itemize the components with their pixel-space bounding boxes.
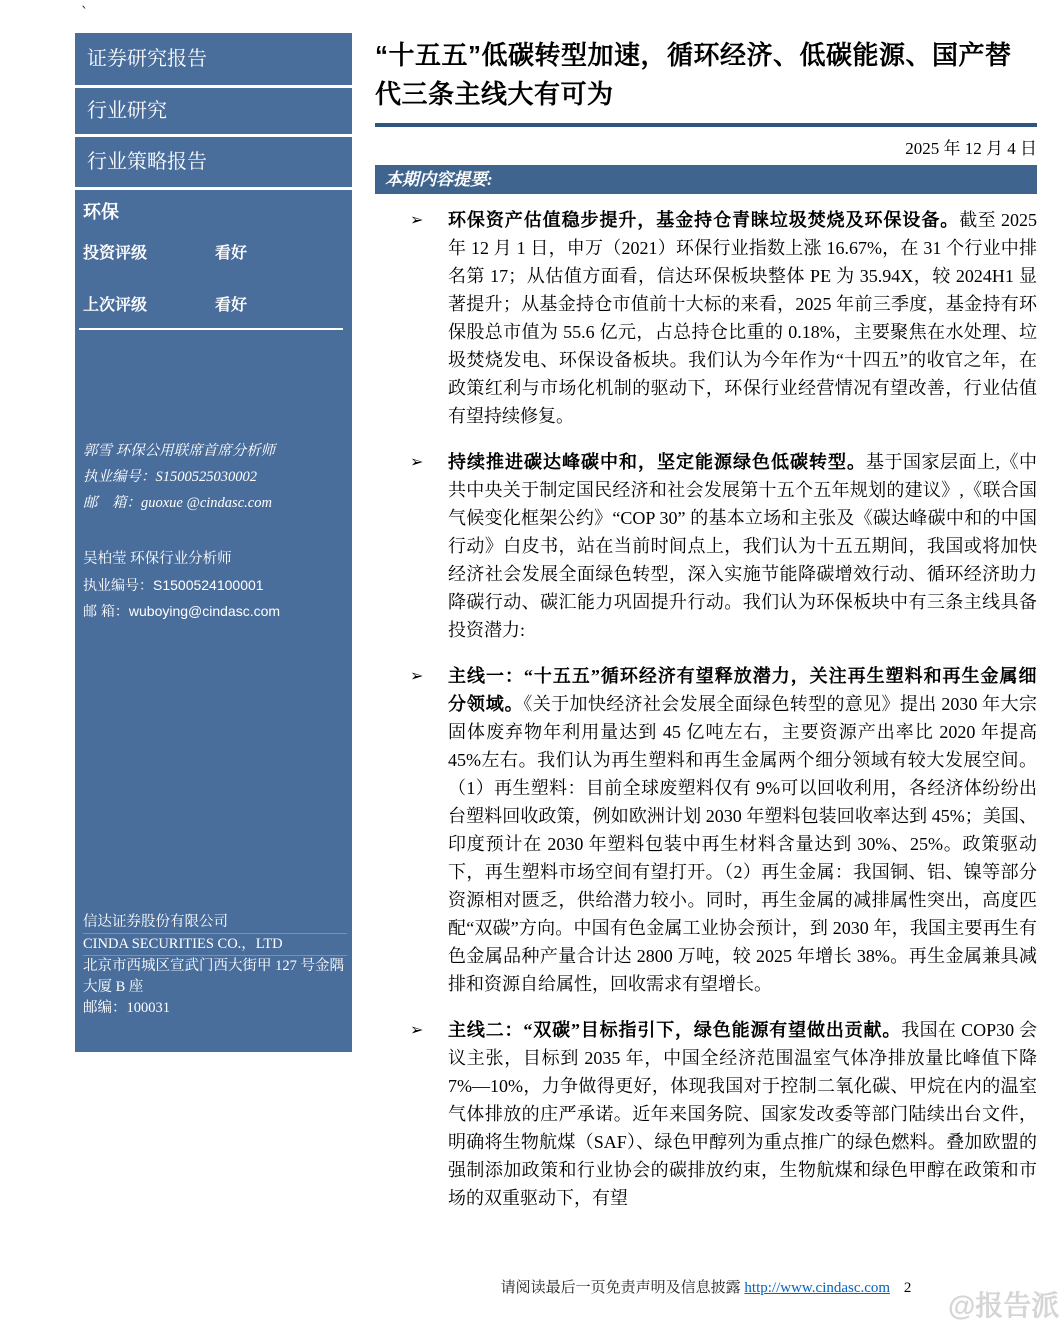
arrow-bullet-icon: ➢ [410,666,424,685]
bullet-lead-bold: 环保资产估值稳步提升，基金持仓青睐垃圾焚烧及环保设备。 [448,210,960,230]
analyst-name-title: 郭雪 环保公用联席首席分析师 [83,443,276,459]
bullet-text [448,1016,1037,1212]
rating-row-current [83,240,343,263]
bullet-body: 《关于加快经济社会发展全面绿色转型的意见》提出 2030 年大宗固体废弃物年利用量达到 45 亿吨左右，主要资源产出率比 2020 年提高 45%左右。我们认为再生塑料和再生金属两个细分领域有较大发展空间。（1）再生塑料：目前全球废塑料仅有 9%可以回收利用，各经济体纷纷出台塑料回收政策，例如欧洲计划 2030 年塑料包装回收率达到 45%；美国、印度预计在 2030 年塑料包装中再生材料含量达到 30%、25%。政策驱动下，再生塑料市场空间有望打开。（2）再生金属：我国铜、铝、镍等部分资源相对匮乏，供给潜力较小。同时，再生金属的减排属性突出，高度匹配“双碳”方向。中国有色金属工业协会预计，到 2030 年，我国主要再生有色金属品种产量合计达 2800 万吨，较 2025 年增长 38%。再生金属兼具减排和资源自给属性，回收需求有望增长。 [448,694,1037,994]
bullet-item-valuation [410,206,1037,430]
analyst-email: 邮 箱：wuboying@cindasc.com [83,603,281,619]
company-block [83,912,347,1019]
bullet-lead-bold: 持续推进碳达峰碳中和，坚定能源绿色低碳转型。 [448,452,866,472]
analyst-email: 邮 箱：guoxue @cindasc.com [83,495,272,511]
rating-label: 投资评级 [83,245,148,262]
sidebar-box-strategy-report: 行业策略报告 [75,137,352,187]
analyst-license: 执业编号：S1500525030002 [83,469,257,485]
sidebar [75,33,352,1052]
rating-label: 上次评级 [83,297,148,314]
company-name-cn: 信达证券股份有限公司 [83,914,228,930]
footer-link[interactable]: http://www.cindasc.com [744,1280,891,1296]
title-divider-rule [375,123,1037,127]
bullet-lead-bold: 主线一：“十五五”循环经济有望释放潜力，关注再生塑料和再生金属细分领域。 [448,666,1037,714]
summary-bullet-list [375,206,1037,1212]
company-name-en: CINDA SECURITIES CO.，LTD [83,933,347,955]
bullet-text [448,662,1037,998]
analyst-name-title: 吴柏莹 环保行业分析师 [83,551,232,567]
sidebar-info-panel [75,190,352,1052]
bullet-item-mainline-1 [410,662,1037,998]
bullet-body: 我国在 COP30 会议主张，目标到 2035 年，中国全经济范围温室气体净排放量比峰值下降 7%—10%，力争做得更好，体现我国对于控制二氧化碳、甲烷在内的温室气体排放的庄严承诺。近年来国务院、国家发改委等部门陆续出台文件，明确将生物航煤（SAF）、绿色甲醇列为重点推广的绿色燃料。叠加欧盟的强制添加政策和行业协会的碳排放约束，生物航煤和绿色甲醇在政策和市场的双重驱动下，有望 [448,1020,1037,1208]
company-address: 北京市西城区宣武门西大街甲 127 号金隅大厦 B 座 [83,955,347,998]
bullet-item-mainline-2 [410,1016,1037,1212]
analyst-block [83,546,345,624]
arrow-bullet-icon: ➢ [410,1020,424,1039]
report-title: “十五五”低碳转型加速，循环经济、低碳能源、国产替代三条主线大有可为 [375,40,1012,109]
industry-label: 环保 [83,202,119,222]
bullet-text [448,206,1037,430]
analyst-block [83,438,345,516]
rating-value: 看好 [215,297,248,314]
analyst-license: 执业编号：S1500524100001 [83,577,264,593]
summary-header-bar: 本期内容提要: [375,165,1037,194]
footer [375,1276,1037,1297]
bullet-item-carbon-transition [410,448,1037,644]
report-date: 2025 年 12 月 4 日 [905,139,1037,158]
watermark: @报告派 [948,1290,1060,1320]
sidebar-box-report-type: 证券研究报告 [75,33,352,85]
bullet-body: 基于国家层面上,《中共中央关于制定国民经济和社会发展第十五个五年规划的建议》,《联合国气候变化框架公约》“COP 30” 的基本立场和主张及《碳达峰碳中和的中国行动》白皮书，站在当前时间点上，我们认为十五五期间，我国或将加快经济社会发展全面绿色转型，深入实施节能降碳增效行动、循环经济助力降碳行动、碳汇能力巩固提升行动。我们认为环保板块中有三条主线具备投资潜力: [448,452,1037,640]
main-content [375,36,1037,1230]
page-number: 2 [903,1280,912,1296]
arrow-bullet-icon: ➢ [410,452,424,471]
sidebar-box-research-type: 行业研究 [75,88,352,134]
rating-value: 看好 [215,245,248,262]
company-postcode: 邮编：100031 [83,1000,170,1016]
bullet-body: 截至 2025 年 12 月 1 日，申万（2021）环保行业指数上涨 16.67%，在 31 个行业中排名第 17；从估值方面看，信达环保板块整体 PE 为 35.94X，较 2024H1 显著提升；从基金持仓市值前十大标的来看，2025 年前三季度，基金持有环保股总市值为 55.6 亿元，占总持仓比重的 0.18%，主要聚焦在水处理、垃圾焚烧发电、环保设备板块。我们认为今年作为“十四五”的收官之年，在政策红利与市场化机制的驱动下，环保行业经营情况有望改善，行业估值有望持续修复。 [448,210,1038,426]
rating-row-previous [83,292,343,315]
footer-disclaimer: 请阅读最后一页免责声明及信息披露 [500,1280,741,1296]
stray-tick-mark: ` [80,4,90,22]
bullet-text [448,448,1037,644]
bullet-lead-bold: 主线二：“双碳”目标指引下，绿色能源有望做出贡献。 [448,1020,902,1040]
sidebar-divider-line [79,328,343,330]
arrow-bullet-icon: ➢ [410,210,424,229]
